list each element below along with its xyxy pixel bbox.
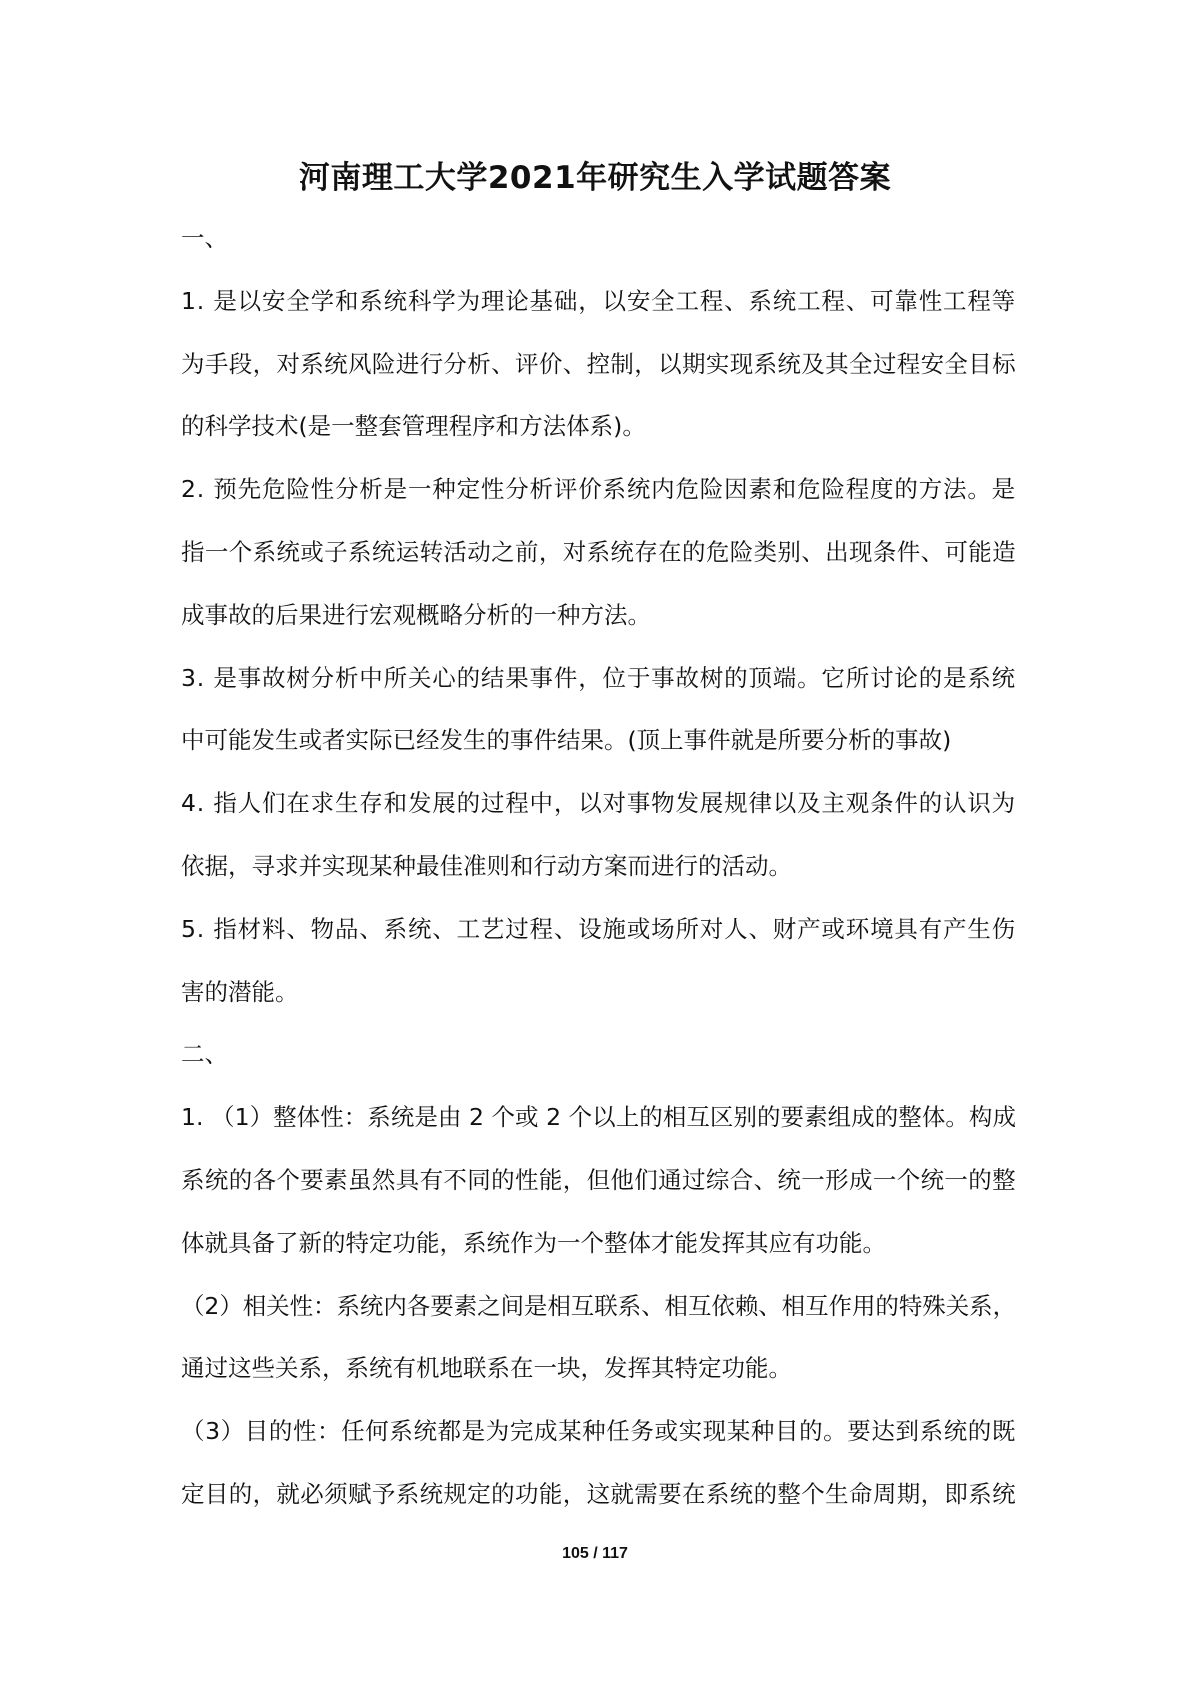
text-line: 2. 预先危险性分析是一种定性分析评价系统内危险因素和危险程度的方法。是 — [181, 475, 1016, 504]
text-line: 害的潜能。 — [181, 977, 299, 1006]
text-line-row — [181, 905, 1017, 968]
text-line-row — [181, 716, 1017, 779]
text-line-row — [181, 528, 1017, 591]
text-line: 4. 指人们在求生存和发展的过程中，以对事物发展规律以及主观条件的认识为 — [181, 789, 1016, 818]
text-line: 3. 是事故树分析中所关心的结果事件，位于事故树的顶端。它所讨论的是系统 — [181, 663, 1016, 692]
text-line: 的科学技术(是一整套管理程序和方法体系)。 — [181, 412, 646, 441]
text-line: 为手段，对系统风险进行分析、评价、控制，以期实现系统及其全过程安全目标 — [181, 349, 1016, 378]
document-title: 河南理工大学2021年研究生入学试题答案 — [298, 160, 892, 196]
text-line: 通过这些关系，系统有机地联系在一块，发挥其特定功能。 — [181, 1354, 792, 1383]
text-line-row — [181, 1407, 1017, 1470]
text-line: 中可能发生或者实际已经发生的事件结果。(顶上事件就是所要分析的事故) — [181, 726, 952, 755]
text-line-row — [181, 654, 1017, 717]
text-line: 1. （1）整体性：系统是由 2 个或 2 个以上的相互区别的要素组成的整体。构成 — [181, 1103, 1016, 1132]
text-line: 成事故的后果进行宏观概略分析的一种方法。 — [181, 600, 651, 629]
text-line: 一、 — [181, 224, 228, 252]
text-line: 定目的，就必须赋予系统规定的功能，这就需要在系统的整个生命周期，即系统 — [181, 1479, 1016, 1508]
text-line-row — [181, 214, 1017, 277]
page-number: 105 / 117 — [562, 1545, 628, 1562]
text-line-row — [181, 968, 1017, 1031]
text-line: 1. 是以安全学和系统科学为理论基础，以安全工程、系统工程、可靠性工程等 — [181, 286, 1016, 315]
text-line-row — [181, 1344, 1017, 1407]
text-line: 二、 — [181, 1040, 228, 1069]
text-line: 5. 指材料、物品、系统、工艺过程、设施或场所对人、财产或环境具有产生伤 — [181, 914, 1016, 943]
text-line-row — [181, 1030, 1017, 1093]
text-line-row — [181, 1156, 1017, 1219]
text-line-row — [181, 842, 1017, 905]
text-line: （2）相关性：系统内各要素之间是相互联系、相互依赖、相互作用的特殊关系， — [181, 1291, 1016, 1320]
text-line-row — [181, 277, 1017, 340]
text-line-row — [181, 1282, 1017, 1345]
text-line-row — [181, 465, 1017, 528]
text-line-row — [181, 1219, 1017, 1282]
text-line-row — [181, 1470, 1017, 1533]
text-line: 依据，寻求并实现某种最佳准则和行动方案而进行的活动。 — [181, 851, 792, 880]
text-line-row — [181, 1093, 1017, 1156]
text-line: （3）目的性：任何系统都是为完成某种任务或实现某种目的。要达到系统的既 — [181, 1417, 1016, 1446]
text-line-row — [181, 402, 1017, 465]
document-body — [181, 214, 1017, 1533]
text-line: 指一个系统或子系统运转活动之前，对系统存在的危险类别、出现条件、可能造 — [181, 537, 1016, 566]
text-line-row — [181, 340, 1017, 403]
text-line-row — [181, 779, 1017, 842]
text-line: 系统的各个要素虽然具有不同的性能，但他们通过综合、统一形成一个统一的整 — [181, 1165, 1016, 1194]
text-line-row — [181, 591, 1017, 654]
text-line: 体就具备了新的特定功能，系统作为一个整体才能发挥其应有功能。 — [181, 1228, 886, 1257]
